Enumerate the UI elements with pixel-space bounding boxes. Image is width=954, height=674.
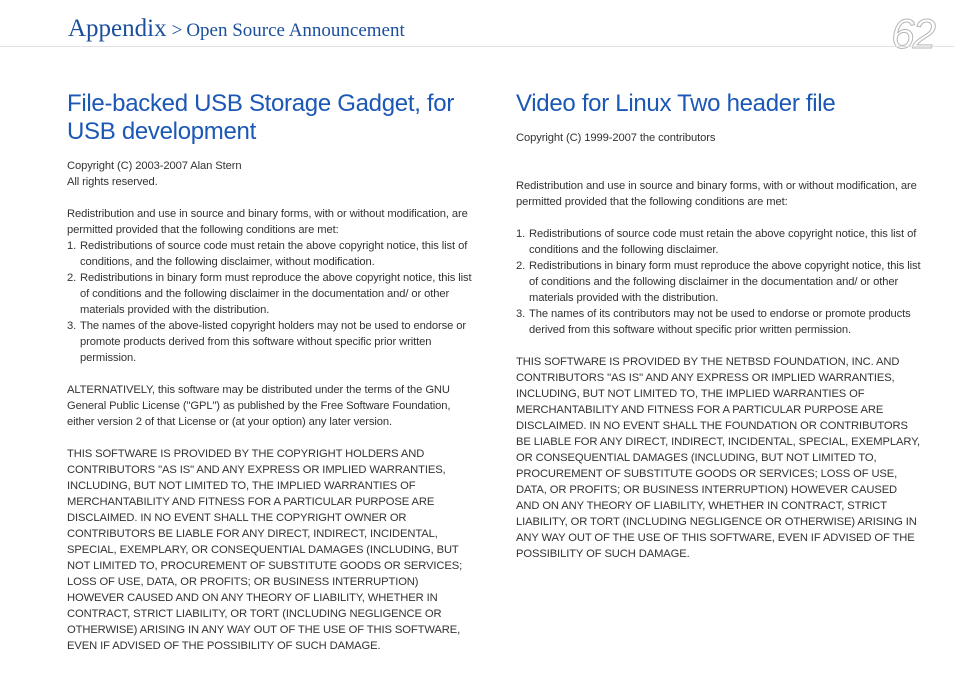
list-item-number: 3.: [67, 320, 77, 332]
list-item: [516, 226, 921, 258]
left-copyright: Copyright (C) 2003-2007 Alan Stern: [67, 160, 242, 172]
list-item-number: 2.: [516, 260, 526, 272]
left-column: [67, 90, 472, 654]
left-alternative: ALTERNATIVELY, this software may be distributed under the terms of the GNU General Public License ("GPL") as published by the Free Software Foundation, either version 2 of that License or (at your option) any later version.: [67, 384, 451, 428]
left-conditions-list: [67, 238, 472, 366]
list-item: [516, 306, 921, 338]
page-header: [68, 10, 938, 57]
list-item: [67, 270, 472, 318]
list-item-text: Redistributions in binary form must reproduce the above copyright notice, this list of conditions and the following disclaimer in the documentation and/ or other materials provided with the distribution.: [80, 272, 472, 316]
breadcrumb-separator: >: [171, 20, 183, 41]
list-item-text: Redistributions of source code must retain the above copyright notice, this list of conditions, and the following disclaimer, without modification.: [80, 240, 468, 268]
left-section-title: File-backed USB Storage Gadget, for USB development: [67, 90, 455, 145]
list-item-text: Redistributions of source code must retain the above copyright notice, this list of conditions and the following disclaimer.: [529, 228, 917, 256]
breadcrumb: [68, 15, 405, 43]
list-item-number: 1.: [516, 228, 526, 240]
list-item-number: 3.: [516, 308, 526, 320]
right-column: [516, 90, 921, 562]
right-intro: Redistribution and use in source and binary forms, with or without modification, are permitted provided that the following conditions are met:: [516, 180, 917, 208]
list-item-text: The names of the above-listed copyright holders may not be used to endorse or promote products derived from this software without specific prior written permission.: [80, 320, 466, 364]
left-license-text: [67, 158, 472, 654]
page-number: 62: [891, 10, 934, 57]
list-item-text: The names of its contributors may not be used to endorse or promote products derived from this software without specific prior written permission.: [529, 308, 911, 336]
list-item: [67, 238, 472, 270]
list-item: [516, 258, 921, 306]
left-intro: Redistribution and use in source and binary forms, with or without modification, are permitted provided that the following conditions are met:: [67, 208, 468, 236]
right-license-text: [516, 130, 921, 562]
breadcrumb-section: Appendix: [68, 15, 167, 42]
right-disclaimer: THIS SOFTWARE IS PROVIDED BY THE NETBSD FOUNDATION, INC. AND CONTRIBUTORS "AS IS" AND ANY EXPRESS OR IMPLIED WARRANTIES, INCLUDING, BUT NOT LIMITED TO, THE IMPLIED WARRANTIES OF MERCHANTABILITY AND FITNESS FOR A PARTICULAR PURPOSE ARE DISCLAIMED. IN NO EVENT SHALL THE FOUNDATION OR CONTRIBUTORS BE LIABLE FOR ANY DIRECT, INDIRECT, INCIDENTAL, SPECIAL, EXEMPLARY, OR CONSEQUENTIAL DAMAGES (INCLUDING, BUT NOT LIMITED TO, PROCUREMENT OF SUBSTITUTE GOODS OR SERVICES; LOSS OF USE, DATA, OR PROFITS; OR BUSINESS INTERRUPTION) HOWEVER CAUSED AND ON ANY THEORY OF LIABILITY, WHETHER IN CONTRACT, STRICT LIABILITY, OR TORT (INCLUDING NEGLIGENCE OR OTHERWISE) ARISING IN ANY WAY OUT OF THE USE OF THIS SOFTWARE, EVEN IF ADVISED OF THE POSSIBILITY OF SUCH DAMAGE.: [516, 356, 921, 560]
left-rights: All rights reserved.: [67, 176, 158, 188]
header-divider: [0, 46, 954, 47]
list-item: [67, 318, 472, 366]
left-disclaimer: THIS SOFTWARE IS PROVIDED BY THE COPYRIGHT HOLDERS AND CONTRIBUTORS "AS IS" AND ANY EXPRESS OR IMPLIED WARRANTIES, INCLUDING, BUT NOT LIMITED TO, THE IMPLIED WARRANTIES OF MERCHANTABILITY AND FITNESS FOR A PARTICULAR PURPOSE ARE DISCLAIMED. IN NO EVENT SHALL THE COPYRIGHT OWNER OR CONTRIBUTORS BE LIABLE FOR ANY DIRECT, INDIRECT, INCIDENTAL, SPECIAL, EXEMPLARY, OR CONSEQUENTIAL DAMAGES (INCLUDING, BUT NOT LIMITED TO, PROCUREMENT OF SUBSTITUTE GOODS OR SERVICES; LOSS OF USE, DATA, OR PROFITS; OR BUSINESS INTERRUPTION) HOWEVER CAUSED AND ON ANY THEORY OF LIABILITY, WHETHER IN CONTRACT, STRICT LIABILITY, OR TORT (INCLUDING NEGLIGENCE OR OTHERWISE) ARISING IN ANY WAY OUT OF THE USE OF THIS SOFTWARE, EVEN IF ADVISED OF THE POSSIBILITY OF SUCH DAMAGE.: [67, 448, 463, 652]
right-copyright: Copyright (C) 1999-2007 the contributors: [516, 132, 716, 144]
right-section-title: Video for Linux Two header file: [516, 90, 836, 117]
right-conditions-list: [516, 226, 921, 338]
list-item-number: 2.: [67, 272, 77, 284]
list-item-text: Redistributions in binary form must reproduce the above copyright notice, this list of conditions and the following disclaimer in the documentation and/ or other materials provided with the distribution.: [529, 260, 921, 304]
breadcrumb-subsection: Open Source Announcement: [186, 20, 405, 41]
list-item-number: 1.: [67, 240, 77, 252]
